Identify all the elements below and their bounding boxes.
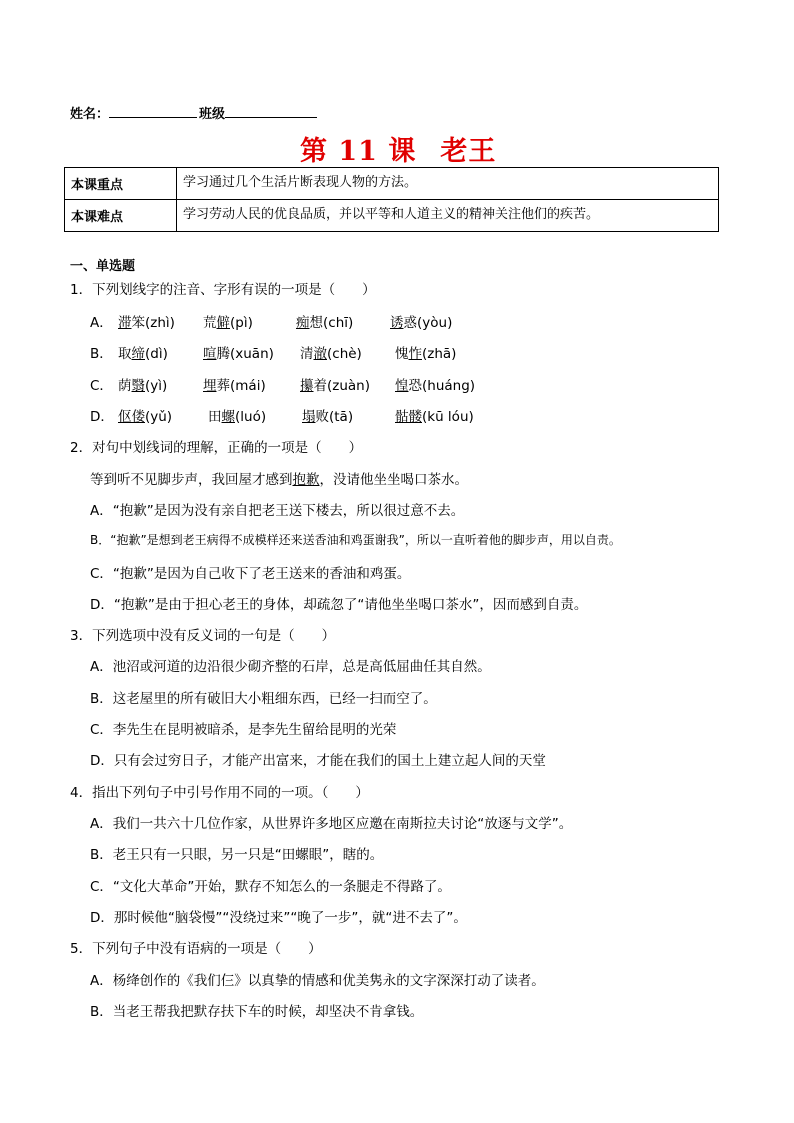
option-item: 塌败(tā)	[302, 409, 354, 425]
difficulty-value: 学习劳动人民的优良品质，并以平等和人道主义的精神关注他们的疾苦。	[177, 200, 719, 232]
option-item: 田螺(luó)	[208, 409, 267, 425]
lesson-name: 老王	[440, 136, 497, 167]
question-2-stem: 2．对句中划线词的理解，正确的一项是（ ）	[70, 440, 363, 456]
option-item: 滞笨(zhì)	[118, 315, 175, 331]
option-item: 骷髅(kū lóu)	[395, 409, 474, 425]
option-item: 荫翳(yì)	[118, 378, 168, 394]
key-points-value: 学习通过几个生活片断表现人物的方法。	[177, 168, 719, 200]
option-label: D．	[90, 409, 114, 425]
question-3-option-a[interactable]: A．池沼或河道的边沿很少砌齐整的石岸，总是高低屈曲任其自然。	[90, 659, 491, 675]
lesson-title	[300, 129, 496, 168]
question-4-option-a[interactable]: A．我们一共六十几位作家，从世界许多地区应邀在南斯拉夫讨论“放逐与文学”。	[90, 816, 573, 832]
option-label: B．	[90, 346, 113, 362]
question-4-option-b[interactable]: B．老王只有一只眼，另一只是“田螺眼”，瞎的。	[90, 847, 384, 863]
question-3-option-b[interactable]: B．这老屋里的所有破旧大小粗细东西，已经一扫而空了。	[90, 691, 437, 707]
option-label: A．	[90, 315, 113, 331]
option-item: 荒僻(pì)	[203, 315, 253, 331]
question-3-option-d[interactable]: D．只有会过穷日子，才能产出富来，才能在我们的国土上建立起人间的天堂	[90, 753, 546, 769]
question-4-option-c[interactable]: C．“文化大革命”开始，默存不知怎么的一条腿走不得路了。	[90, 879, 451, 895]
question-1-stem: 1．下列划线字的注音、字形有误的一项是（ ）	[70, 282, 376, 298]
key-points-label: 本课重点	[65, 168, 177, 200]
question-3-stem: 3．下列选项中没有反义词的一句是（ ）	[70, 628, 336, 644]
option-item: 取缔(dì)	[118, 346, 168, 362]
student-info-line	[70, 103, 317, 122]
question-4-option-d[interactable]: D．那时候他“脑袋慢”“没绕过来”“晚了一步”，就“进不去了”。	[90, 910, 467, 926]
question-2-option-d[interactable]: D．“抱歉”是由于担心老王的身体，却疏忽了“请他坐坐喝口茶水”，因而感到自责。	[90, 597, 588, 613]
question-2-option-b[interactable]: B．“抱歉”是想到老王病得不成模样还来送香油和鸡蛋谢我”，所以一直听着他的脚步声，用以自责。	[90, 533, 621, 547]
option-item: 痴想(chī)	[296, 315, 354, 331]
option-item: 愧怍(zhā)	[395, 346, 457, 362]
lesson-info-table	[64, 167, 719, 232]
name-blank[interactable]	[109, 105, 197, 118]
difficulty-label: 本课难点	[65, 200, 177, 232]
option-item: 诱惑(yòu)	[390, 315, 453, 331]
class-blank[interactable]	[225, 105, 317, 118]
name-label: 姓名：	[70, 107, 110, 122]
option-item: 伛偻(yǔ)	[118, 409, 173, 425]
question-4-stem: 4．指出下列句子中引号作用不同的一项。（ ）	[70, 785, 369, 801]
question-5-option-a[interactable]: A．杨绛创作的《我们仨》以真挚的情感和优美隽永的文字深深打动了读者。	[90, 973, 545, 989]
option-item: 埋葬(mái)	[203, 378, 266, 394]
option-item: 喧腾(xuān)	[203, 346, 274, 362]
question-5-stem: 5．下列句子中没有语病的一项是（ ）	[70, 941, 322, 957]
question-2-option-a[interactable]: A．“抱歉”是因为没有亲自把老王送下楼去，所以很过意不去。	[90, 503, 465, 519]
option-item: 攥着(zuàn)	[300, 378, 371, 394]
question-2-option-c[interactable]: C．“抱歉”是因为自己收下了老王送来的香油和鸡蛋。	[90, 566, 411, 582]
section-title: 一、单选题	[70, 259, 136, 274]
question-2-sentence: 等到听不见脚步声，我回屋才感到抱歉，没请他坐坐喝口茶水。	[90, 472, 468, 488]
table-row	[65, 200, 719, 232]
option-item: 惶恐(huáng)	[395, 378, 476, 394]
question-3-option-c[interactable]: C．李先生在昆明被暗杀，是李先生留给昆明的光荣	[90, 722, 397, 738]
class-label: 班级	[199, 107, 226, 122]
option-label: C．	[90, 378, 113, 394]
option-item: 清澈(chè)	[300, 346, 362, 362]
question-5-option-b[interactable]: B．当老王帮我把默存扶下车的时候，却坚决不肯拿钱。	[90, 1004, 424, 1020]
lesson-number: 第 11 课	[300, 136, 417, 167]
table-row	[65, 168, 719, 200]
